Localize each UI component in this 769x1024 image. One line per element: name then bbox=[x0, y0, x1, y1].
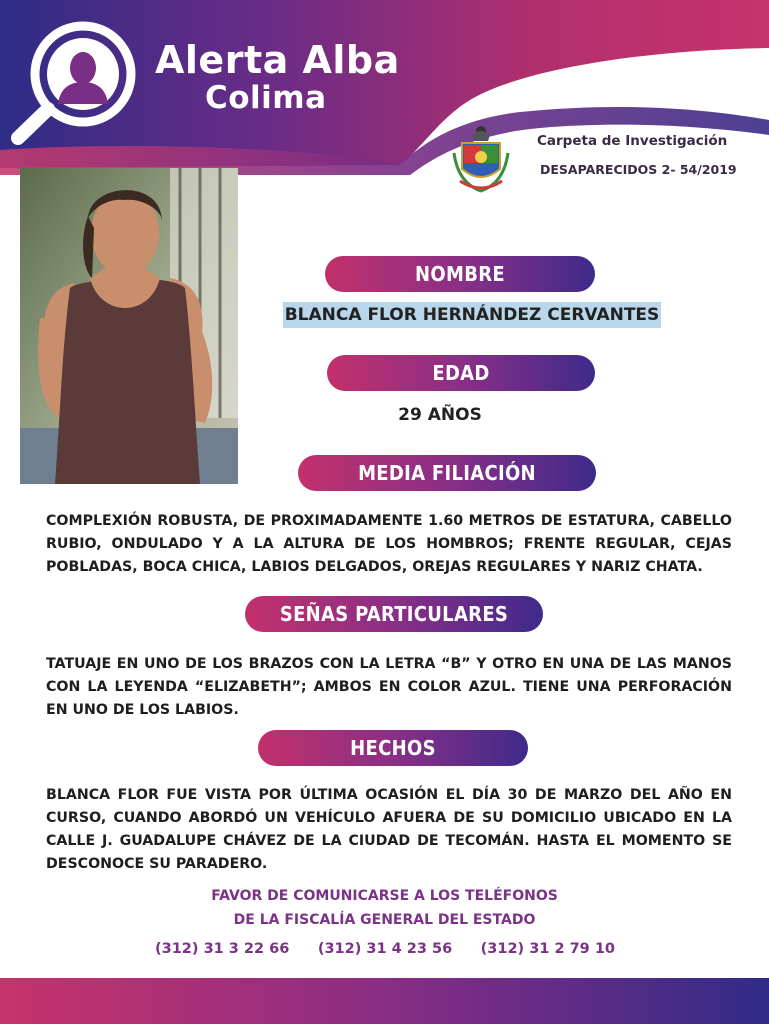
description-text: COMPLEXIÓN ROBUSTA, DE PROXIMADAMENTE 1.60 METROS DE ESTATURA, CABELLO RUBIO, ONDULADO Y A LA ALTURA DE LOS HOMBROS; FRENTE REGULAR, CEJAS POBLADAS, BOCA CHICA, LABIOS DELGADOS, OREJAS REGULARES Y NARIZ CHATA. bbox=[46, 513, 732, 575]
state-emblem-icon bbox=[450, 123, 512, 195]
alert-title: Alerta Alba bbox=[155, 38, 400, 82]
phone-list bbox=[155, 941, 615, 957]
age-heading: EDAD bbox=[327, 355, 595, 391]
name-value: BLANCA FLOR HERNÁNDEZ CERVANTES bbox=[283, 302, 661, 328]
facts-text: BLANCA FLOR FUE VISTA POR ÚLTIMA OCASIÓN EL DÍA 30 DE MARZO DEL AÑO EN CURSO, CUANDO ABORDÓ UN VEHÍCULO AFUERA DE SU DOMICILIO UBICADO EN LA CALLE J. GUADALUPE CHÁVEZ DE LA CIUDAD DE TECOMÁN. HASTA EL MOMENTO SE DESCONOCE SU PARADERO. bbox=[46, 787, 732, 872]
contact-line-2: DE LA FISCALÍA GENERAL DEL ESTADO bbox=[233, 912, 536, 928]
missing-person-photo bbox=[20, 168, 238, 484]
facts-heading: HECHOS bbox=[258, 730, 528, 766]
age-value: 29 AÑOS bbox=[398, 405, 482, 425]
phone-number[interactable]: (312) 31 4 23 56 bbox=[317, 941, 453, 957]
case-label: Carpeta de Investigación bbox=[537, 133, 728, 149]
alert-subtitle: Colima bbox=[205, 80, 327, 116]
phone-number[interactable]: (312) 31 2 79 10 bbox=[480, 941, 615, 957]
description-heading: MEDIA FILIACIÓN bbox=[298, 455, 596, 491]
phone-number[interactable]: (312) 31 3 22 66 bbox=[155, 941, 290, 957]
marks-text: TATUAJE EN UNO DE LOS BRAZOS CON LA LETRA “B” Y OTRO EN UNA DE LAS MANOS CON LA LEYENDA “ELIZABETH”; AMBOS EN COLOR AZUL. TIENE UNA PERFORACIÓN EN UNO DE LOS LABIOS. bbox=[46, 656, 732, 718]
marks-heading: SEÑAS PARTICULARES bbox=[245, 596, 543, 632]
footer-band bbox=[0, 978, 769, 1024]
contact-line-1: FAVOR DE COMUNICARSE A LOS TELÉFONOS bbox=[211, 888, 558, 904]
case-number: DESAPARECIDOS 2- 54/2019 bbox=[540, 162, 737, 177]
search-person-icon bbox=[8, 16, 138, 146]
name-heading: NOMBRE bbox=[325, 256, 595, 292]
